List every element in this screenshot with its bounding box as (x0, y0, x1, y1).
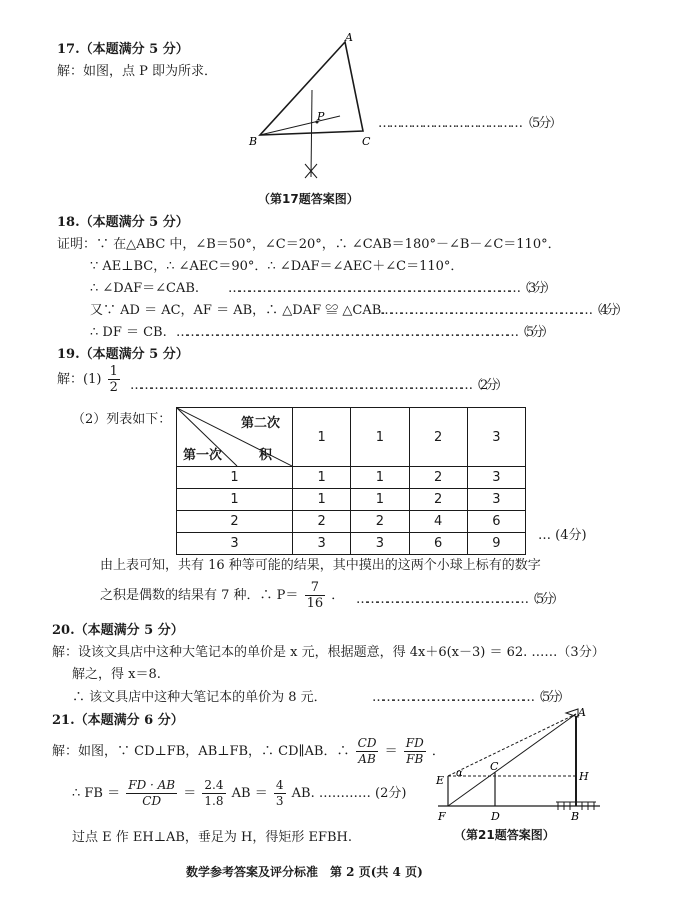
fraction-fd-fb (404, 736, 426, 767)
table-row (177, 533, 526, 555)
q21-line2-pre: ∴ FB ＝ (72, 786, 121, 801)
q18-line5: ∴ DF ＝ CB. (90, 325, 167, 340)
q18-line2: ∵ AE⊥BC，∴ ∠AEC＝90°．∴ ∠DAF＝∠AEC＋∠C＝110°． (90, 259, 464, 274)
q19-table-score: … (4分) (538, 528, 587, 543)
label-alpha: α (456, 768, 463, 779)
table-cell: 2 (409, 489, 467, 511)
q17-caption: （第17题答案图） (258, 192, 359, 206)
table-cell: 2 (409, 467, 467, 489)
fraction-probability (305, 580, 326, 611)
corner-top: 第二次 (241, 416, 281, 431)
page-footer: 数学参考答案及评分标准 第 2 页(共 4 页) (186, 865, 423, 879)
row-header: 2 (177, 511, 293, 533)
fraction-denominator: 2 (109, 380, 118, 395)
perpendicular-bisector (311, 90, 312, 177)
q19-conclusion2 (100, 580, 344, 611)
table-row (177, 489, 526, 511)
table-row (177, 511, 526, 533)
label-h: H (579, 770, 589, 783)
q20-line2: 解之，得 x＝8. (72, 667, 161, 682)
fraction-denominator: 3 (275, 794, 284, 808)
q21-line2-mid2: AB ＝ (231, 786, 268, 801)
fraction-fd-ab-cd (126, 778, 177, 809)
q21-line3: 过点 E 作 EH⊥AB，垂足为 H，得矩形 EFBH. (72, 830, 353, 845)
fraction-numerator: 1 (109, 364, 118, 379)
q19-part1 (57, 364, 122, 395)
fraction-numerator: FD (405, 736, 424, 750)
q18-score4: ………………………………………………………（4分） (380, 303, 626, 318)
fraction-2.4-1.8 (202, 778, 225, 809)
table-cell: 3 (351, 533, 409, 555)
fraction-denominator: AB (358, 752, 376, 766)
row-header: 1 (177, 467, 293, 489)
table-cell: 1 (293, 467, 351, 489)
fraction-numerator: CD (357, 736, 377, 750)
q19-score5: ……………………………………………（5分） (356, 592, 562, 607)
q18-line3: ∴ ∠DAF＝∠CAB. (90, 281, 200, 296)
label-a: A (578, 706, 586, 719)
sight-line (448, 714, 576, 776)
table-cell: 1 (351, 467, 409, 489)
table-cell: 9 (467, 533, 525, 555)
q19-conclusion2-text: 之积是偶数的结果有 7 种．∴ P＝ (100, 588, 299, 603)
corner-mid: 积 (259, 448, 273, 463)
table-cell: 6 (409, 533, 467, 555)
q19-header: 19.（本题满分 5 分） (57, 347, 189, 362)
q19-score2: …………………………………………………………………………………………（2分） (130, 378, 506, 393)
q21-score2: ………… (2分) (318, 786, 407, 801)
fraction-denominator: 1.8 (204, 794, 224, 808)
q18-score3: ……………………………………………………………………………（3分） (228, 281, 554, 296)
q20-score5: …………………………………………（5分） (372, 690, 568, 705)
q21-line1 (52, 736, 445, 767)
table-cell: 3 (293, 533, 351, 555)
table-cell: 1 (293, 489, 351, 511)
table-header-row (177, 408, 526, 467)
q19-part2-intro: （2）列表如下： (72, 412, 172, 427)
table-cell: 2 (351, 511, 409, 533)
label-p: P (317, 110, 325, 123)
fraction-numerator: 2.4 (204, 778, 224, 792)
q21-line2-mid: ＝ (183, 786, 197, 801)
line-fa (448, 714, 576, 806)
q18-line1: 证明：∵ 在△ABC 中，∠B＝50°，∠C＝20°，∴ ∠CAB＝180°－∠B－∠C＝110°． (57, 237, 561, 252)
q21-line1-end: ． (431, 744, 445, 759)
q21-line2-end: AB. (291, 786, 315, 801)
q20-line1: 解：设该文具店中这种大笔记本的单价是 x 元，根据题意，得 4x＋6(x－3) ＝ 62. ……（3分） (52, 645, 605, 660)
label-a: A (345, 32, 353, 44)
q17-header: 17.（本题满分 5 分） (57, 42, 189, 57)
q21-eq: ＝ (384, 744, 398, 759)
fraction-numerator: 4 (275, 778, 284, 792)
table-cell: 4 (409, 511, 467, 533)
fraction-denominator: CD (142, 794, 162, 808)
fraction-numerator: FD · AB (128, 778, 176, 792)
table-cell: 6 (467, 511, 525, 533)
label-d: D (491, 810, 500, 822)
q17-score: …………………………………（5分） (378, 116, 561, 131)
fraction-one-half (108, 364, 120, 395)
col-header: 1 (293, 408, 351, 467)
table-cell: 2 (293, 511, 351, 533)
q18-line4: 又∵ AD ＝ AC，AF ＝ AB，∴ △DAF ≌ △CAB. (90, 303, 386, 318)
table-cell: 3 (467, 467, 525, 489)
table-cell: 1 (351, 489, 409, 511)
q17-figure (245, 32, 385, 182)
q17-solution: 解：如图，点 P 即为所求． (57, 64, 218, 79)
label-f: F (438, 810, 446, 822)
table-cell: 3 (467, 489, 525, 511)
q18-header: 18.（本题满分 5 分） (57, 215, 189, 230)
q18-score5: …………………………………………………………………………………………（5分） (176, 325, 552, 340)
row-header: 1 (177, 489, 293, 511)
q21-figure (428, 700, 608, 822)
label-b: B (571, 810, 580, 822)
fraction-denominator: 16 (306, 596, 324, 611)
q19-part1-prefix: 解：(1) (57, 372, 102, 387)
fraction-4-3 (274, 778, 286, 809)
label-c: C (490, 760, 499, 773)
q20-header: 20.（本题满分 5 分） (52, 623, 184, 638)
col-header: 1 (351, 408, 409, 467)
q19-conclusion1: 由上表可知，共有 16 种等可能的结果，其中摸出的这两个小球上标有的数字 (100, 558, 541, 573)
q20-line3: ∴ 该文具店中这种大笔记本的单价为 8 元． (72, 690, 327, 705)
label-c: C (362, 135, 371, 148)
q21-line1-text: 解：如图，∵ CD⊥FB，AB⊥FB，∴ CD∥AB．∴ (52, 744, 350, 759)
q21-line2 (72, 778, 406, 809)
row-header: 3 (177, 533, 293, 555)
table-row (177, 467, 526, 489)
col-header: 2 (409, 408, 467, 467)
fraction-denominator: FB (406, 752, 424, 766)
corner-left: 第一次 (183, 448, 223, 463)
label-e: E (436, 774, 445, 787)
q19-conclusion2-end: ． (331, 588, 345, 603)
label-b: B (249, 135, 258, 148)
fraction-cd-ab (356, 736, 379, 767)
corner-cell (177, 408, 293, 467)
fraction-numerator: 7 (305, 580, 326, 596)
product-table (176, 407, 526, 555)
col-header: 3 (467, 408, 525, 467)
q21-header: 21.（本题满分 6 分） (52, 713, 184, 728)
q21-caption: （第21题答案图） (454, 828, 555, 842)
